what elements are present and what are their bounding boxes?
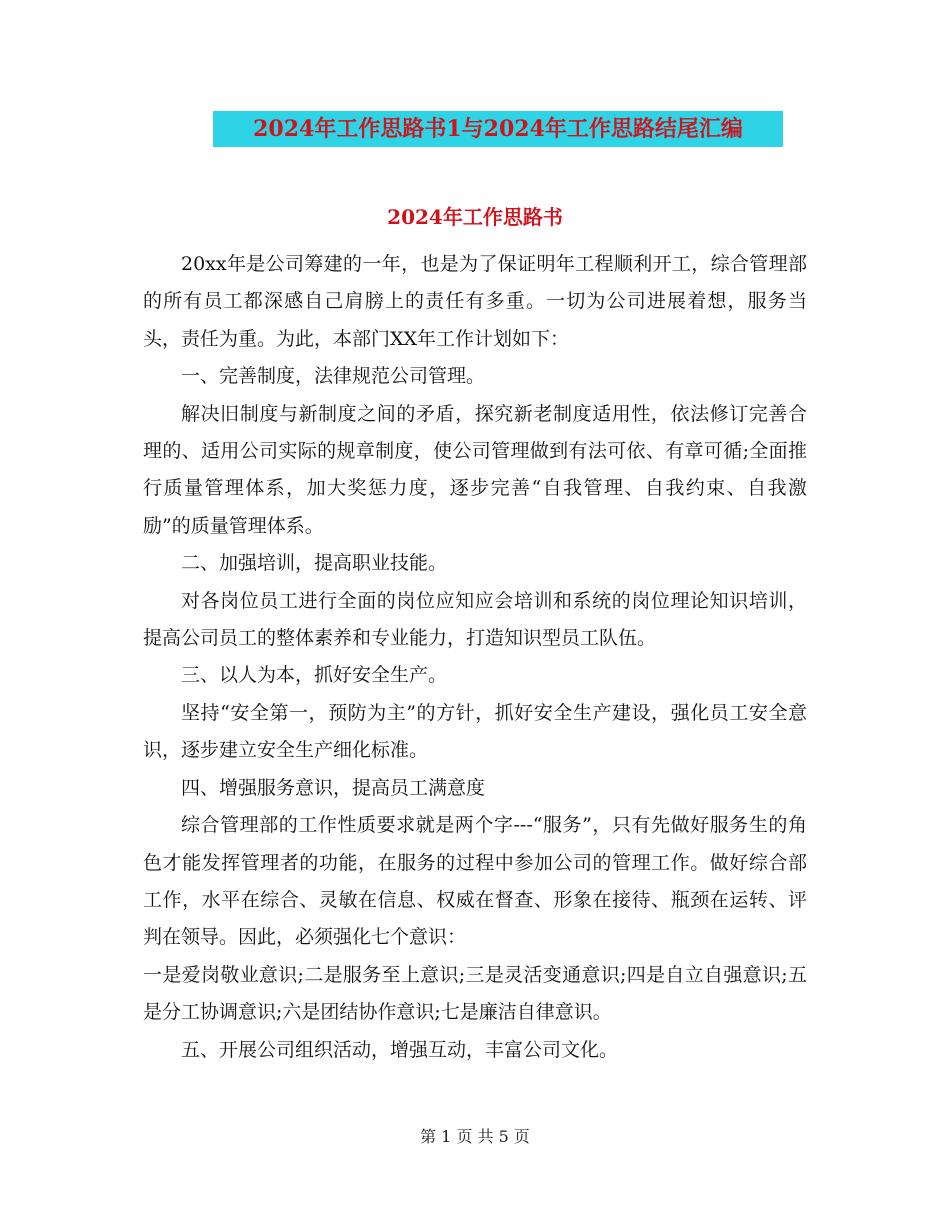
section-title: 2024年工作思路书	[387, 205, 563, 229]
heading-4: 四、增强服务意识，提高员工满意度	[181, 776, 486, 799]
paragraph-4: 综合管理部的工作性质要求就是两个字---“服务”，只有先做好服务生的角色才能发挥管理者的功能，在服务的过程中参加公司的管理工作。做好综合部工作，水平在综合、灵敏在信息、权威在督查、形象在接待、瓶颈在运转、评判在领导。因此，必须强化七个意识：	[143, 814, 807, 949]
paragraph-intro: 20xx年是公司筹建的一年，也是为了保证明年工程顺利开工，综合管理部的所有员工都深感自己肩膀上的责任有多重。一切为公司进展着想，服务当头，责任为重。为此，本部门XX年工作计划如下：	[143, 253, 807, 350]
document-title: 2024年工作思路书1与2024年工作思路结尾汇编	[213, 111, 783, 147]
paragraph-3: 坚持“安全第一，预防为主”的方针，抓好安全生产建设，强化员工安全意识，逐步建立安全生产细化标准。	[143, 701, 807, 762]
paragraph-2: 对各岗位员工进行全面的岗位应知应会培训和系统的岗位理论知识培训，提高公司员工的整体素养和专业能力，打造知识型员工队伍。	[143, 589, 807, 650]
paragraph-1: 解决旧制度与新制度之间的矛盾，探究新老制度适用性，依法修订完善合理的、适用公司实际的规章制度，使公司管理做到有法可依、有章可循;全面推行质量管理体系，加大奖惩力度，逐步完善“自我管理、自我约束、自我激励”的质量管理体系。	[143, 402, 807, 537]
page-footer: 第 1 页 共 5 页	[420, 1127, 530, 1146]
heading-2: 二、加强培训，提高职业技能。	[181, 552, 448, 575]
heading-5: 五、开展公司组织活动，增强互动，丰富公司文化。	[181, 1038, 619, 1061]
heading-1: 一、完善制度，法律规范公司管理。	[181, 365, 486, 388]
heading-3: 三、以人为本，抓好安全生产。	[181, 664, 448, 687]
document-body	[143, 246, 807, 1069]
paragraph-4-list: 一是爱岗敬业意识;二是服务至上意识;三是灵活变通意识;四是自立自强意识;五是分工协调意识;六是团结协作意识;七是廉洁自律意识。	[143, 963, 807, 1024]
